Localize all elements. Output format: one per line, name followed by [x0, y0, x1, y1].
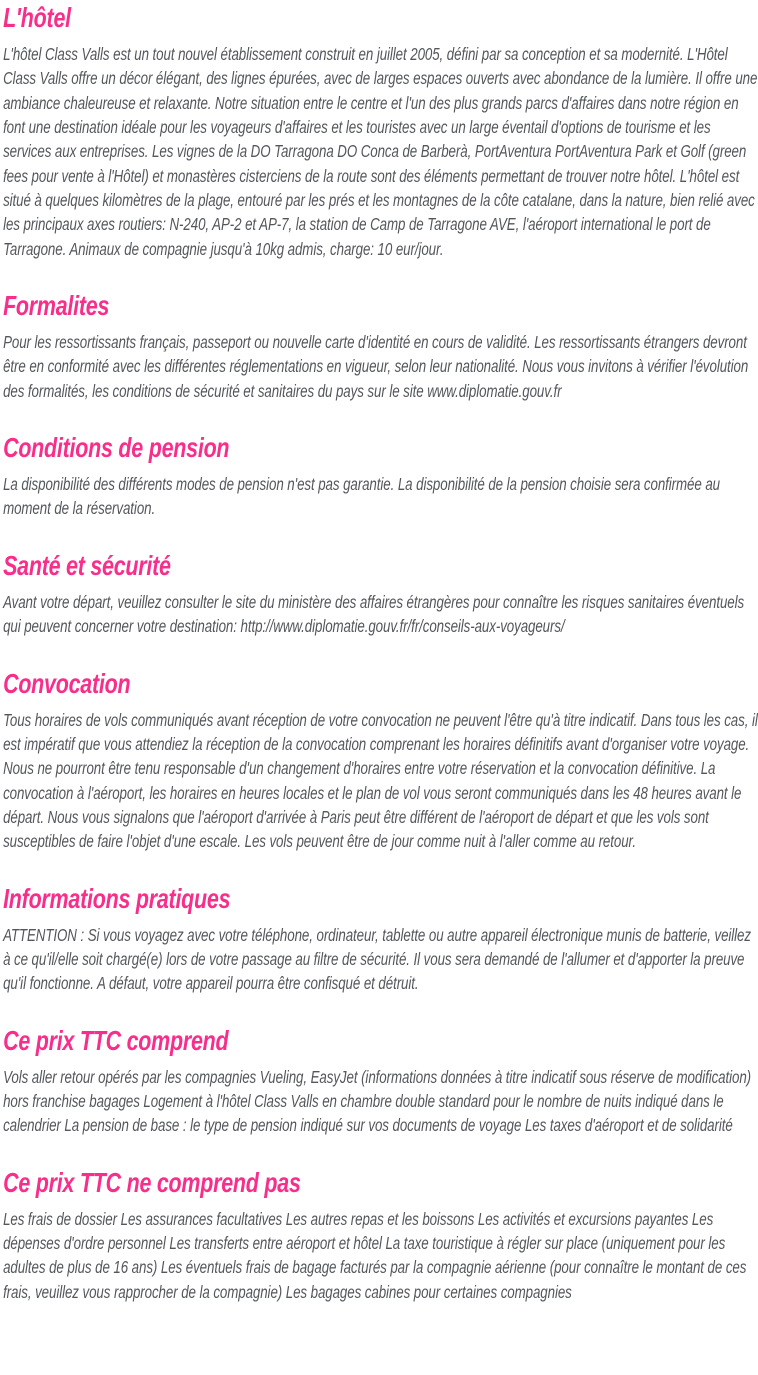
section-heading-formalites: Formalites: [3, 290, 110, 322]
section-heading-sante-et-securite: Santé et sécurité: [3, 549, 171, 581]
section-heading-prix-ttc-comprend: Ce prix TTC comprend: [3, 1024, 229, 1056]
section-body-hotel: L'hôtel Class Valls est un tout nouvel établissement construit en juillet 2005, défini par sa conception et sa modernité. L'Hôtel Class Valls offre un décor élégant, des lignes épurées, avec de larges espaces ouverts avec abondance de la lumière. Il offre une ambiance chaleureuse et relaxante. Notre situation entre le centre et l'un des plus grands parcs d'affaires dans notre région en font une destination idéale pour les voyageurs d'affaires et les touristes avec un large éventail d'options de tourisme et les services aux entreprises. Les vignes de la DO Tarragona DO Conca de Barberà, PortAventura PortAventura Park et Golf (green fees pour vente à l'Hôtel) et monastères cisterciens de la route sont des éléments permettant de trouver notre hôtel. L'hôtel est situé à quelques kilomètres de la plage, entouré par les prés et les montagnes de la côte catalane, dans la nature, bien relié avec les principaux axes routiers: N-240, AP-2 et AP-7, la station de Camp de Tarragone AVE, l'aéroport international le port de Tarragone. Animaux de compagnie jusqu'à 10kg admis, charge: 10 eur/jour.: [3, 44, 758, 259]
section-prix-ttc-comprend: [3, 1025, 758, 1138]
section-body-prix-ttc-ne-comprend-pas: Les frais de dossier Les assurances facultatives Les autres repas et les boissons Les activités et excursions payantes Les dépenses d'ordre personnel Les transferts entre aéroport et hôtel La taxe touristique à régler sur place (uniquement pour les adultes de plus de 16 ans) Les éventuels frais de bagage facturés par la compagnie aérienne (pour connaître le montant de ces frais, veuillez vous rapprocher de la compagnie) Les bagages cabines pour certaines compagnies: [3, 1208, 747, 1302]
section-body-formalites: Pour les ressortissants français, passeport ou nouvelle carte d'identité en cours de validité. Les ressortissants étrangers devront être en conformité avec les différentes réglementations en vigueur, selon leur nationalité. Nous vous invitons à vérifier l'évolution des formalités, les conditions de sécurité et sanitaires du pays sur le site www.diplomatie.gouv.fr: [3, 332, 749, 401]
section-heading-prix-ttc-ne-comprend-pas: Ce prix TTC ne comprend pas: [3, 1166, 301, 1198]
section-body-informations-pratiques: ATTENTION : Si vous voyagez avec votre téléphone, ordinateur, tablette ou autre appareil électronique munis de batterie, veillez à ce qu'il/elle soit chargé(e) lors de votre passage au filtre de sécurité. Il vous sera demandé de l'allumer et d'apporter la preuve qu'il fonctionne. A défaut, votre appareil pourra être confisqué et détruit.: [3, 924, 751, 994]
section-heading-hotel: L'hôtel: [3, 2, 71, 33]
section-convocation: [3, 668, 758, 854]
section-informations-pratiques: [3, 883, 758, 996]
section-hotel: [3, 2, 758, 261]
section-prix-ttc-ne-comprend-pas: [3, 1167, 758, 1304]
section-body-sante-et-securite: Avant votre départ, veuillez consulter le site du ministère des affaires étrangères pour connaître les risques sanitaires éventuels qui peuvent concerner votre destination: http://www.diplomatie.gouv.fr/fr/conseils-aux-voyageurs/: [3, 591, 745, 637]
section-heading-convocation: Convocation: [3, 667, 131, 699]
section-heading-informations-pratiques: Informations pratiques: [3, 882, 231, 914]
section-heading-conditions-de-pension: Conditions de pension: [3, 432, 230, 464]
section-sante-et-securite: [3, 550, 758, 639]
section-conditions-de-pension: [3, 432, 758, 521]
section-body-prix-ttc-comprend: Vols aller retour opérés par les compagnies Vueling, EasyJet (informations données à titre indicatif sous réserve de modification) hors franchise bagages Logement à l'hôtel Class Valls en chambre double standard pour le nombre de nuits indiqué dans le calendrier La pension de base : le type de pension indiqué sur vos documents de voyage Les taxes d'aéroport et de solidarité: [3, 1066, 752, 1136]
section-body-convocation: Tous horaires de vols communiqués avant réception de votre convocation ne peuvent l'être qu'à titre indicatif. Dans tous les cas, il est impératif que vous attendiez la réception de la convocation comprenant les horaires définitifs avant d'organiser votre voyage. Nous ne pourront être tenu responsable d'un changement d'horaires entre votre réservation et la convocation définitive. La convocation à l'aéroport, les horaires en heures locales et le plan de vol vous seront communiqués dans les 48 heures avant le départ. Nous vous signalons que l'aéroport d'arrivée à Paris peut être différent de l'aéroport de départ et que les vols sont susceptibles de faire l'objet d'une escale. Les vols peuvent être de jour comme nuit à l'aller comme au retour.: [3, 709, 758, 852]
section-body-conditions-de-pension: La disponibilité des différents modes de pension n'est pas garantie. La disponibilité de la pension choisie sera confirmée au moment de la réservation.: [3, 474, 720, 519]
section-formalites: [3, 290, 758, 403]
